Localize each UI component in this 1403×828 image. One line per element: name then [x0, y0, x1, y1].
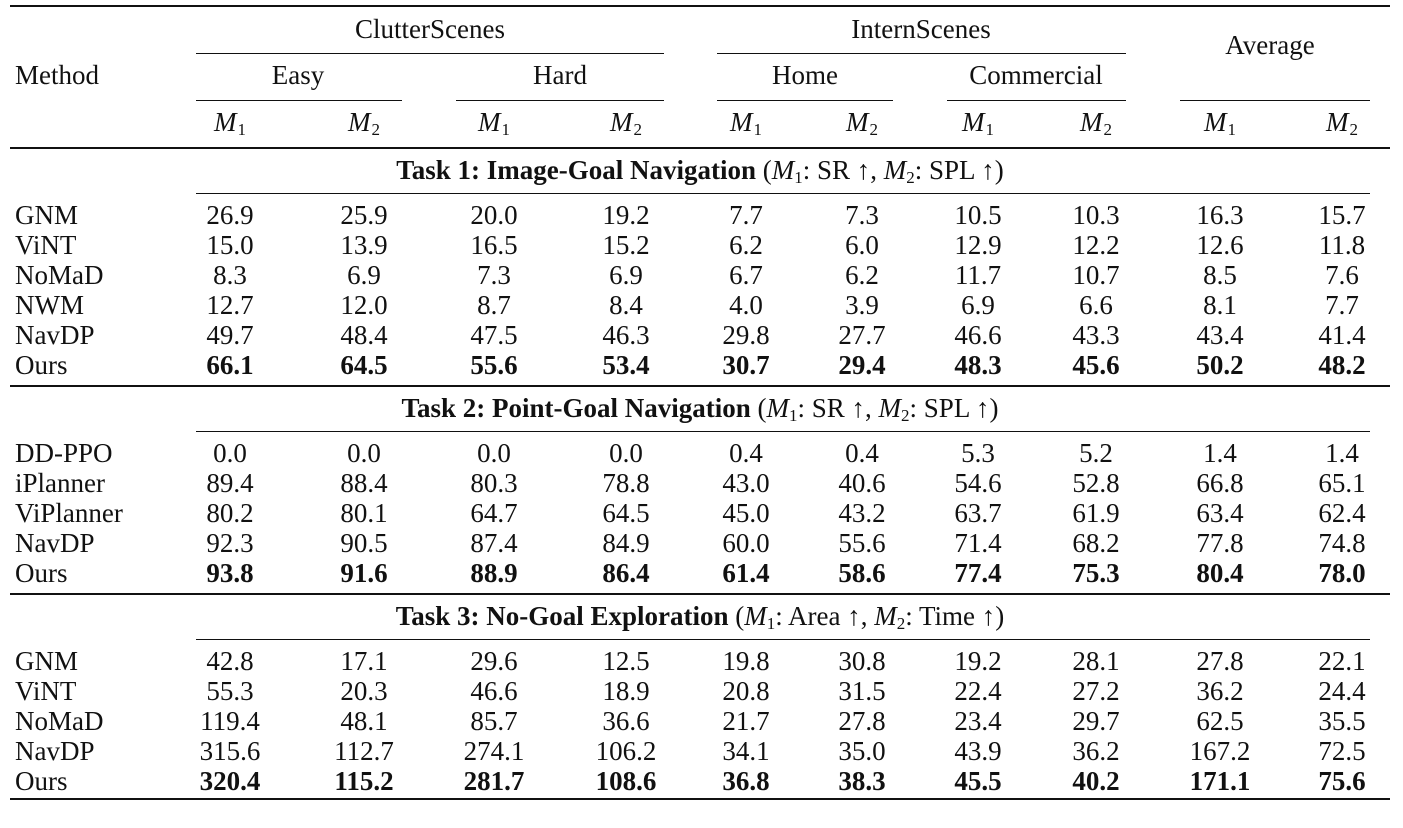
caption-metric-m1: $M_1$ — [771, 155, 803, 187]
table-cell: 80.1 — [340, 498, 388, 528]
table-cell: 167.2 — [1189, 736, 1251, 766]
table-cell: 8.7 — [477, 290, 511, 320]
table-cell: 48.3 — [954, 350, 1002, 380]
table-cell: 6.7 — [729, 260, 763, 290]
table-cell: 38.3 — [838, 766, 886, 796]
method-name: ViNT — [15, 230, 77, 260]
table-cell: 8.1 — [1203, 290, 1237, 320]
table-cell: 90.5 — [340, 528, 388, 558]
table-cell: 63.4 — [1196, 498, 1244, 528]
table-cell: 11.8 — [1318, 230, 1366, 260]
table-cell: 12.5 — [602, 646, 650, 676]
metric-subscript: 2 — [371, 120, 380, 139]
table-cell: 80.3 — [470, 468, 518, 498]
table-cell: 7.6 — [1325, 260, 1359, 290]
metric-letter: M — [610, 107, 633, 137]
table-cell: 43.0 — [722, 468, 770, 498]
table-cell: 22.1 — [1318, 646, 1366, 676]
table-cell: 34.1 — [722, 736, 770, 766]
table-cell: 18.9 — [602, 676, 650, 706]
metric-header-m1 — [214, 107, 246, 145]
caption-rule — [196, 431, 1370, 432]
table-cell: 40.2 — [1072, 766, 1120, 796]
table-cell: 46.3 — [602, 320, 650, 350]
table-cell: 61.4 — [722, 558, 770, 588]
table-cell: 30.7 — [722, 350, 770, 380]
table-cell: 108.6 — [595, 766, 657, 796]
table-cell: 19.2 — [602, 200, 650, 230]
group-header-clutterscenes: ClutterScenes — [355, 14, 505, 44]
metric-letter: M — [846, 107, 869, 137]
table-cell: 0.0 — [347, 438, 381, 468]
metric-subscript: 1 — [753, 120, 762, 139]
caption-m1-desc: : Area ↑, — [775, 601, 875, 631]
table-cell: 88.4 — [340, 468, 388, 498]
table-cell: 58.6 — [838, 558, 886, 588]
table-cell: 1.4 — [1325, 438, 1359, 468]
table-cell: 19.8 — [722, 646, 770, 676]
metric-header-m1 — [1204, 107, 1236, 145]
cmidrule-home — [717, 100, 893, 101]
table-cell: 45.0 — [722, 498, 770, 528]
cmidrule-internscenes — [717, 53, 1126, 54]
table-cell: 10.3 — [1072, 200, 1120, 230]
table-cell: 0.0 — [477, 438, 511, 468]
method-name: NavDP — [15, 528, 95, 558]
table-cell: 31.5 — [838, 676, 886, 706]
table-cell: 25.9 — [340, 200, 388, 230]
table-cell: 55.6 — [838, 528, 886, 558]
table-cell: 29.6 — [470, 646, 518, 676]
table-cell: 8.3 — [213, 260, 247, 290]
table-cell: 115.2 — [334, 766, 394, 796]
metric-letter: M — [348, 107, 371, 137]
section-rule — [10, 593, 1390, 595]
metric-subscript: 2 — [869, 120, 878, 139]
cmidrule-clutterscenes — [196, 53, 664, 54]
table-cell: 12.6 — [1196, 230, 1244, 260]
table-cell: 21.7 — [722, 706, 770, 736]
table-cell: 0.0 — [213, 438, 247, 468]
table-cell: 93.8 — [206, 558, 254, 588]
table-cell: 89.4 — [206, 468, 254, 498]
metric-letter: M — [962, 107, 985, 137]
table-cell: 281.7 — [463, 766, 525, 796]
table-cell: 6.9 — [347, 260, 381, 290]
table-cell: 11.7 — [954, 260, 1002, 290]
method-name: ViNT — [15, 676, 77, 706]
table-cell: 64.5 — [602, 498, 650, 528]
section-rule — [10, 147, 1390, 149]
table-cell: 27.8 — [838, 706, 886, 736]
table-cell: 62.5 — [1196, 706, 1244, 736]
table-cell: 55.6 — [470, 350, 518, 380]
metric-header-m2 — [610, 107, 642, 145]
table-cell: 1.4 — [1203, 438, 1237, 468]
table-cell: 43.2 — [838, 498, 886, 528]
table-cell: 16.5 — [470, 230, 518, 260]
table-cell: 274.1 — [463, 736, 525, 766]
metric-subscript: 1 — [1227, 120, 1236, 139]
table-cell: 78.8 — [602, 468, 650, 498]
table-cell: 27.2 — [1072, 676, 1120, 706]
method-name: GNM — [15, 200, 79, 230]
cmidrule-commercial — [947, 100, 1126, 101]
table-cell: 320.4 — [199, 766, 261, 796]
subgroup-header-home: Home — [772, 60, 838, 90]
method-name: ViPlanner — [15, 498, 123, 528]
table-cell: 42.8 — [206, 646, 254, 676]
table-cell: 119.4 — [200, 706, 260, 736]
method-name: NoMaD — [15, 260, 104, 290]
caption-m1-desc: : SR ↑, — [802, 155, 884, 185]
table-cell: 85.7 — [470, 706, 518, 736]
metric-header-m1 — [730, 107, 762, 145]
table-cell: 0.4 — [729, 438, 763, 468]
group-header-internscenes: InternScenes — [851, 14, 991, 44]
table-cell: 75.3 — [1072, 558, 1120, 588]
table-cell: 13.9 — [340, 230, 388, 260]
method-name: Ours — [15, 558, 68, 588]
metric-header-m2 — [1326, 107, 1358, 145]
results-table — [10, 0, 1390, 828]
table-cell: 74.8 — [1318, 528, 1366, 558]
metric-letter: M — [1204, 107, 1227, 137]
caption-rule — [196, 639, 1370, 640]
table-cell: 8.4 — [609, 290, 643, 320]
table-cell: 63.7 — [954, 498, 1002, 528]
metric-letter: M — [478, 107, 501, 137]
table-cell: 92.3 — [206, 528, 254, 558]
task-title: Task 2: Point-Goal Navigation — [401, 393, 751, 423]
table-cell: 19.2 — [954, 646, 1002, 676]
caption-metric-m2: $M_2$ — [874, 601, 906, 633]
method-name: NavDP — [15, 320, 95, 350]
table-cell: 6.2 — [845, 260, 879, 290]
table-cell: 20.8 — [722, 676, 770, 706]
table-cell: 52.8 — [1072, 468, 1120, 498]
table-cell: 43.9 — [954, 736, 1002, 766]
table-cell: 72.5 — [1318, 736, 1366, 766]
table-cell: 10.5 — [954, 200, 1002, 230]
caption-m2-desc: : SPL ↑) — [914, 155, 1004, 185]
task-caption: Task 3: No-Goal Exploration ($M_1$: Area ↑, $M_2$: Time ↑) — [395, 601, 1005, 633]
table-cell: 35.0 — [838, 736, 886, 766]
caption-m1-desc: : SR ↑, — [797, 393, 879, 423]
table-cell: 171.1 — [1189, 766, 1251, 796]
table-cell: 12.7 — [206, 290, 254, 320]
metric-header-m2 — [348, 107, 380, 145]
table-cell: 17.1 — [340, 646, 388, 676]
table-cell: 36.2 — [1072, 736, 1120, 766]
cmidrule-easy — [196, 100, 402, 101]
table-cell: 7.7 — [729, 200, 763, 230]
table-cell: 36.2 — [1196, 676, 1244, 706]
caption-metric-m2: $M_2$ — [878, 393, 910, 425]
method-name: NavDP — [15, 736, 95, 766]
table-cell: 10.7 — [1072, 260, 1120, 290]
caption-metric-m2: $M_2$ — [883, 155, 915, 187]
table-cell: 15.2 — [602, 230, 650, 260]
metric-letter: M — [214, 107, 237, 137]
table-cell: 3.9 — [845, 290, 879, 320]
subgroup-header-commercial: Commercial — [969, 60, 1103, 90]
table-cell: 61.9 — [1072, 498, 1120, 528]
table-cell: 26.9 — [206, 200, 254, 230]
table-cell: 5.2 — [1079, 438, 1113, 468]
method-name: NWM — [15, 290, 84, 320]
metric-header-m2 — [846, 107, 878, 145]
table-cell: 0.4 — [845, 438, 879, 468]
table-cell: 8.5 — [1203, 260, 1237, 290]
table-cell: 0.0 — [609, 438, 643, 468]
table-cell: 48.2 — [1318, 350, 1366, 380]
table-cell: 40.6 — [838, 468, 886, 498]
table-cell: 7.3 — [477, 260, 511, 290]
subgroup-header-easy: Easy — [271, 60, 325, 90]
top-rule — [10, 5, 1390, 7]
metric-subscript: 2 — [1349, 120, 1358, 139]
table-cell: 77.4 — [954, 558, 1002, 588]
table-cell: 47.5 — [470, 320, 518, 350]
table-cell: 12.9 — [954, 230, 1002, 260]
table-cell: 66.8 — [1196, 468, 1244, 498]
table-cell: 78.0 — [1318, 558, 1366, 588]
table-cell: 6.9 — [961, 290, 995, 320]
table-cell: 45.5 — [954, 766, 1002, 796]
table-cell: 54.6 — [954, 468, 1002, 498]
table-cell: 23.4 — [954, 706, 1002, 736]
metric-header-m1 — [962, 107, 994, 145]
metric-letter: M — [730, 107, 753, 137]
subgroup-header-hard: Hard — [533, 60, 587, 90]
table-cell: 65.1 — [1318, 468, 1366, 498]
table-cell: 7.7 — [1325, 290, 1359, 320]
table-cell: 68.2 — [1072, 528, 1120, 558]
table-cell: 20.3 — [340, 676, 388, 706]
average-header: Average — [1225, 30, 1315, 60]
method-name: Ours — [15, 350, 68, 380]
task-title: Task 3: No-Goal Exploration — [395, 601, 729, 631]
metric-header-m1 — [478, 107, 510, 145]
method-name: Ours — [15, 766, 68, 796]
table-cell: 6.2 — [729, 230, 763, 260]
caption-metric-m1: $M_1$ — [744, 601, 776, 633]
table-cell: 64.7 — [470, 498, 518, 528]
metric-letter: M — [1080, 107, 1103, 137]
table-cell: 49.7 — [206, 320, 254, 350]
table-cell: 91.6 — [340, 558, 388, 588]
method-name: DD-PPO — [15, 438, 113, 468]
table-cell: 5.3 — [961, 438, 995, 468]
table-cell: 27.7 — [838, 320, 886, 350]
table-cell: 28.1 — [1072, 646, 1120, 676]
method-name: GNM — [15, 646, 79, 676]
table-cell: 6.6 — [1079, 290, 1113, 320]
table-cell: 36.8 — [722, 766, 770, 796]
table-cell: 64.5 — [340, 350, 388, 380]
table-cell: 12.0 — [340, 290, 388, 320]
cmidrule-hard — [456, 100, 664, 101]
table-cell: 45.6 — [1072, 350, 1120, 380]
metric-subscript: 1 — [501, 120, 510, 139]
table-cell: 75.6 — [1318, 766, 1366, 796]
bottom-rule — [10, 798, 1390, 800]
table-cell: 41.4 — [1318, 320, 1366, 350]
method-name: iPlanner — [15, 468, 105, 498]
table-cell: 60.0 — [722, 528, 770, 558]
table-cell: 29.7 — [1072, 706, 1120, 736]
table-cell: 55.3 — [206, 676, 254, 706]
table-cell: 30.8 — [838, 646, 886, 676]
method-name: NoMaD — [15, 706, 104, 736]
table-cell: 88.9 — [470, 558, 518, 588]
table-cell: 77.8 — [1196, 528, 1244, 558]
table-cell: 112.7 — [334, 736, 394, 766]
table-cell: 62.4 — [1318, 498, 1366, 528]
caption-metric-m1: $M_1$ — [766, 393, 798, 425]
metric-subscript: 2 — [1103, 120, 1112, 139]
table-cell: 80.2 — [206, 498, 254, 528]
table-cell: 50.2 — [1196, 350, 1244, 380]
cmidrule-average — [1180, 100, 1370, 101]
table-cell: 106.2 — [595, 736, 657, 766]
task-caption: Task 1: Image-Goal Navigation ($M_1$: SR ↑, $M_2$: SPL ↑) — [396, 155, 1004, 187]
table-cell: 86.4 — [602, 558, 650, 588]
table-cell: 7.3 — [845, 200, 879, 230]
table-cell: 27.8 — [1196, 646, 1244, 676]
table-cell: 43.4 — [1196, 320, 1244, 350]
table-cell: 35.5 — [1318, 706, 1366, 736]
task-caption: Task 2: Point-Goal Navigation ($M_1$: SR ↑, $M_2$: SPL ↑) — [401, 393, 999, 425]
table-cell: 87.4 — [470, 528, 518, 558]
table-cell: 20.0 — [470, 200, 518, 230]
table-cell: 29.8 — [722, 320, 770, 350]
table-cell: 4.0 — [729, 290, 763, 320]
table-cell: 15.0 — [206, 230, 254, 260]
table-cell: 46.6 — [954, 320, 1002, 350]
table-cell: 29.4 — [838, 350, 886, 380]
table-cell: 80.4 — [1196, 558, 1244, 588]
table-cell: 12.2 — [1072, 230, 1120, 260]
table-cell: 24.4 — [1318, 676, 1366, 706]
table-cell: 315.6 — [199, 736, 261, 766]
method-header: Method — [15, 60, 99, 90]
table-cell: 53.4 — [602, 350, 650, 380]
metric-subscript: 1 — [237, 120, 246, 139]
table-cell: 15.7 — [1318, 200, 1366, 230]
table-cell: 71.4 — [954, 528, 1002, 558]
table-cell: 46.6 — [470, 676, 518, 706]
table-cell: 6.0 — [845, 230, 879, 260]
table-cell: 66.1 — [206, 350, 254, 380]
metric-subscript: 2 — [633, 120, 642, 139]
table-cell: 48.1 — [340, 706, 388, 736]
metric-header-m2 — [1080, 107, 1112, 145]
table-cell: 22.4 — [954, 676, 1002, 706]
metric-subscript: 1 — [985, 120, 994, 139]
table-cell: 6.9 — [609, 260, 643, 290]
table-cell: 84.9 — [602, 528, 650, 558]
caption-m2-desc: : Time ↑) — [905, 601, 1005, 631]
metric-letter: M — [1326, 107, 1349, 137]
table-cell: 43.3 — [1072, 320, 1120, 350]
caption-m2-desc: : SPL ↑) — [909, 393, 999, 423]
caption-rule — [196, 193, 1370, 194]
section-rule — [10, 385, 1390, 387]
table-cell: 48.4 — [340, 320, 388, 350]
task-title: Task 1: Image-Goal Navigation — [396, 155, 756, 185]
table-cell: 36.6 — [602, 706, 650, 736]
table-cell: 16.3 — [1196, 200, 1244, 230]
